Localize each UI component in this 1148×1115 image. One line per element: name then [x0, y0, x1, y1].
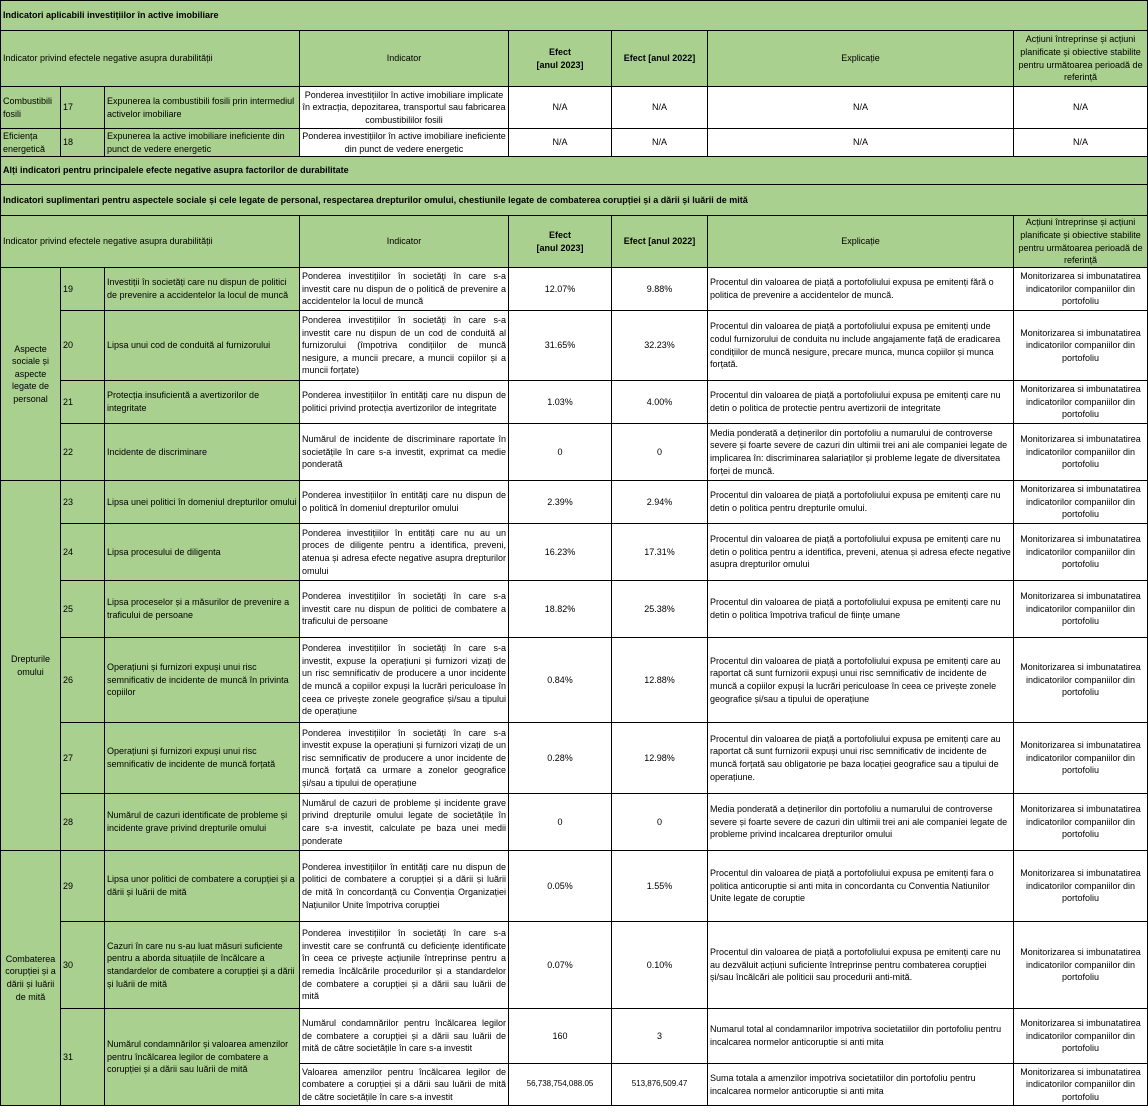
table-row: [1, 1009, 1148, 1064]
row-name: Protecția insuficientă a avertizorilor de integritate: [105, 381, 300, 424]
row-effect-2023: N/A: [509, 129, 612, 157]
row-effect-2023: 18.82%: [509, 581, 612, 638]
row-indicator: Ponderea investițiilor în societăți în care s-a investit care nu dispun de o politică de prevenire a accidentelor la locul de muncă: [300, 268, 509, 311]
row-number: 25: [61, 581, 105, 638]
row-name: Numărul condamnărilor și valoarea amenzilor pentru încălcarea legilor de combatere a corupției și a dării sau luării de mită: [105, 1009, 300, 1106]
row-explanation: Procentul din valoarea de piață a portofoliului expusa pe emitenți care au raportat că sunt furnizorii expuși unui risc semnificativ de incidente de muncă forțată sau obligatorie pe baza locației geografice sau a tipului de operațiune.: [708, 723, 1014, 794]
section-title: Alți indicatori pentru principalele efecte negative asupra factorilor de durabilitate: [1, 157, 1148, 185]
row-actions: Monitorizarea si imbunatatirea indicatorilor companiilor din portofoliu: [1014, 268, 1148, 311]
group-category: Combaterea corupției și a dării și luării de mită: [1, 851, 61, 1106]
row-effect-2023: 0: [509, 794, 612, 851]
row-number: 23: [61, 481, 105, 524]
row-name: Lipsa unor politici de combatere a corupției și a dării și luării de mită: [105, 851, 300, 922]
table-row: [1, 129, 1148, 157]
row-number: 21: [61, 381, 105, 424]
row-effect-2022: 3: [612, 1009, 708, 1064]
table-row: [1, 581, 1148, 638]
row-number: 27: [61, 723, 105, 794]
row-effect-2023: 160: [509, 1009, 612, 1064]
row-actions: Monitorizarea si imbunatatirea indicatorilor companiilor din portofoliu: [1014, 922, 1148, 1009]
row-effect-2022: N/A: [612, 87, 708, 129]
row-indicator: Numărul condamnărilor pentru încălcarea legilor de combatere a corupției și a dării sau luării de mită de către societățile în care s-a investit: [300, 1009, 509, 1064]
row-effect-2023: 31.65%: [509, 311, 612, 381]
row-number: 20: [61, 311, 105, 381]
section-title: Indicatori aplicabili investițiilor în active imobiliare: [1, 1, 1148, 31]
row-effect-2023: N/A: [509, 87, 612, 129]
row-effect-2022: 12.98%: [612, 723, 708, 794]
row-effect-2023: 12.07%: [509, 268, 612, 311]
table-row: [1, 524, 1148, 581]
header-indicator: Indicator: [300, 216, 509, 268]
row-actions: Monitorizarea si imbunatatirea indicatorilor companiilor din portofoliu: [1014, 581, 1148, 638]
row-effect-2022: 0: [612, 794, 708, 851]
row-actions: Monitorizarea si imbunatatirea indicatorilor companiilor din portofoliu: [1014, 1009, 1148, 1064]
row-effect-2023: 0.84%: [509, 638, 612, 723]
row-indicator: Valoarea amenzilor pentru încălcarea legilor de combatere a corupției și a dării sau luării de mită de către societățile în care s-a investit: [300, 1064, 509, 1106]
row-indicator: Ponderea investițiilor în entități care nu dispun de politici de combatere a corupției și a dării și luării de mită în concordanță cu Convenția Organizației Națiunilor Unite împotriva corupției: [300, 851, 509, 922]
row-effect-2022: 513,876,509.47: [612, 1064, 708, 1106]
row-actions: Monitorizarea si imbunatatirea indicatorilor companiilor din portofoliu: [1014, 524, 1148, 581]
row-effect-2022: 2.94%: [612, 481, 708, 524]
table-row: [1, 922, 1148, 1009]
row-explanation: Numarul total al condamnarilor impotriva societatiilor din portofoliu pentru incalcarea normelor anticoruptie si anti mita: [708, 1009, 1014, 1064]
row-category: Combustibili fosili: [1, 87, 61, 129]
row-name: Lipsa proceselor și a măsurilor de prevenire a traficului de persoane: [105, 581, 300, 638]
row-indicator: Ponderea investițiilor în societăți în care s-a investit care se confruntă cu deficiențe identificate în ceea ce privește acțiunile întreprinse pentru a remedia încălcările procedurilor și a standardelor de combatere a corupției și a dării sau luării de mită: [300, 922, 509, 1009]
row-name: Investiții în societăți care nu dispun de politici de prevenire a accidentelor la locul de muncă: [105, 268, 300, 311]
row-actions: Monitorizarea si imbunatatirea indicatorilor companiilor din portofoliu: [1014, 311, 1148, 381]
row-name: Cazuri în care nu s-au luat măsuri suficiente pentru a aborda situațiile de încălcare a standardelor de combatere a corupției și a dării și luării de mită: [105, 922, 300, 1009]
row-explanation: Media ponderată a deținerilor din portofoliu a numarului de controverse severe și foarte severe de cazuri din ultimii trei ani ale companiei legate de implicarea în: discriminarea salariaților și probleme legate de diversitatea forței de muncă.: [708, 424, 1014, 481]
row-indicator: Ponderea investițiilor în entități care nu dispun de o politică în domeniul drepturilor omului: [300, 481, 509, 524]
row-indicator: Ponderea investițiilor în active imobiliare implicate în extracția, depozitarea, transportul sau fabricarea combustibililor fosili: [300, 87, 509, 129]
row-explanation: Procentul din valoarea de piață a portofoliului expusa pe emitenți care nu detin o politica împotriva traficul de ființe umane: [708, 581, 1014, 638]
table-row: [1, 723, 1148, 794]
row-indicator: Ponderea investițiilor în entități care nu dispun de politici privind protecția avertizorilor de integritate: [300, 381, 509, 424]
row-number: 19: [61, 268, 105, 311]
row-actions: N/A: [1014, 87, 1148, 129]
row-explanation: Procentul din valoarea de piață a portofoliului expusa pe emitenți care nu detin o politica pentru a identifica, preveni, atenua și adresa efecte negative asupra drepturilor omului: [708, 524, 1014, 581]
row-name: Operațiuni și furnizori expuși unui risc semnificativ de incidente de muncă în privinta copiilor: [105, 638, 300, 723]
group-category: Aspecte sociale și aspecte legate de personal: [1, 268, 61, 481]
row-actions: Monitorizarea si imbunatatirea indicatorilor companiilor din portofoliu: [1014, 794, 1148, 851]
header-effect-2023: Efect [anul 2023]: [509, 31, 612, 87]
table-row: [1, 87, 1148, 129]
row-indicator: Ponderea investițiilor în societăți în care s-a investit care nu dispun de un cod de conduită al furnizorului (împotriva condițiilor de muncă nesigure, a muncii precare, a muncii copiilor și a muncii forțate): [300, 311, 509, 381]
header-adverse-indicator: Indicator privind efectele negative asupra durabilității: [1, 31, 300, 87]
table-row: [1, 381, 1148, 424]
row-actions: Monitorizarea si imbunatatirea indicatorilor companiilor din portofoliu: [1014, 481, 1148, 524]
row-explanation: N/A: [708, 129, 1014, 157]
row-explanation: N/A: [708, 87, 1014, 129]
table-row: [1, 481, 1148, 524]
row-indicator: Ponderea investițiilor în entități care nu au un proces de diligente pentru a identifica, preveni, atenua și adresa efecte negative asupra drepturilor omului: [300, 524, 509, 581]
row-explanation: Procentul din valoarea de piață a portofoliului expusa pe emitenți fara o politica anticoruptie si anti mita in concordanta cu Conventia Natiunilor Unite legate de coruptie: [708, 851, 1014, 922]
row-effect-2022: 17.31%: [612, 524, 708, 581]
table-row: [1, 851, 1148, 922]
table-row: [1, 268, 1148, 311]
row-effect-2022: 1.55%: [612, 851, 708, 922]
header-row: [1, 216, 1148, 268]
row-number: 30: [61, 922, 105, 1009]
section-subtitle-row: [1, 185, 1148, 216]
row-explanation: Procentul din valoarea de piață a portofoliului expusa pe emitenți care nu detin o politica pentru drepturile omului.: [708, 481, 1014, 524]
row-number: 31: [61, 1009, 105, 1106]
header-effect-2023: Efect [anul 2023]: [509, 216, 612, 268]
row-effect-2022: 25.38%: [612, 581, 708, 638]
row-indicator: Numărul de incidente de discriminare raportate în societățile în care s-a investit, exprimat ca medie ponderată: [300, 424, 509, 481]
row-indicator: Ponderea investițiilor în societăți în care s-a investit care nu dispun de politici de combatere a traficului de persoane: [300, 581, 509, 638]
row-name: Lipsa unei politici în domeniul drepturilor omului: [105, 481, 300, 524]
row-name: Operațiuni și furnizori expuși unui risc semnificativ de incidente de muncă forțată: [105, 723, 300, 794]
section-title-row: [1, 157, 1148, 185]
row-explanation: Procentul din valoarea de piață a portofoliului expusa pe emitenți fără o politica de prevenire a accidentelor de muncă.: [708, 268, 1014, 311]
header-explanation: Explicație: [708, 216, 1014, 268]
row-actions: Monitorizarea si imbunatatirea indicatorilor companiilor din portofoliu: [1014, 851, 1148, 922]
row-name: Lipsa unui cod de conduită al furnizorului: [105, 311, 300, 381]
row-actions: Monitorizarea si imbunatatirea indicatorilor companiilor din portofoliu: [1014, 723, 1148, 794]
row-effect-2023: 1.03%: [509, 381, 612, 424]
row-effect-2023: 2.39%: [509, 481, 612, 524]
section-subtitle: Indicatori suplimentari pentru aspectele sociale și cele legate de personal, respectarea drepturilor omului, chestiunile legate de combaterea corupției și a dării și luării de mită: [1, 185, 1148, 216]
header-actions: Acțiuni întreprinse și acțiuni planificate și obiective stabilite pentru următoarea perioadă de referință: [1014, 31, 1148, 87]
row-explanation: Procentul din valoarea de piață a portofoliului expusa pe emitenți unde codul furnizorului de conduita nu include angajamente față de eradicarea condițiilor de muncă nesigure, precare munca, munca copiilor și munca forțată.: [708, 311, 1014, 381]
row-name: Expunerea la active imobiliare ineficiente din punct de vedere energetic: [105, 129, 300, 157]
row-indicator: Ponderea investițiilor în active imobiliare ineficiente din punct de vedere energetic: [300, 129, 509, 157]
row-name: Expunerea la combustibili fosili prin intermediul activelor imobiliare: [105, 87, 300, 129]
row-actions: Monitorizarea si imbunatatirea indicatorilor companiilor din portofoliu: [1014, 381, 1148, 424]
row-effect-2022: 0: [612, 424, 708, 481]
table-row: [1, 424, 1148, 481]
row-name: Lipsa procesului de diligenta: [105, 524, 300, 581]
row-effect-2023: 56,738,754,088.05: [509, 1064, 612, 1106]
row-actions: N/A: [1014, 129, 1148, 157]
header-effect-2022: Efect [anul 2022]: [612, 216, 708, 268]
row-effect-2023: 0.07%: [509, 922, 612, 1009]
header-effect-2022: Efect [anul 2022]: [612, 31, 708, 87]
row-effect-2023: 0: [509, 424, 612, 481]
row-number: 18: [61, 129, 105, 157]
row-effect-2022: 9.88%: [612, 268, 708, 311]
group-category: Drepturile omului: [1, 481, 61, 851]
row-effect-2023: 0.28%: [509, 723, 612, 794]
row-actions: Monitorizarea si imbunatatirea indicatorilor companiilor din portofoliu: [1014, 638, 1148, 723]
header-row: [1, 31, 1148, 87]
row-number: 26: [61, 638, 105, 723]
row-indicator: Ponderea investițiilor în societăți în care s-a investit, expuse la operațiuni și furnizori vizați de un risc semnificativ de producere a unor incidente de muncă a copiilor expuși la lucrări periculoase în ceea ce privește zonele geografice și/sau a tipului de operațiune: [300, 638, 509, 723]
header-actions: Acțiuni întreprinse și acțiuni planificate și obiective stabilite pentru următoarea perioadă de referință: [1014, 216, 1148, 268]
section-title-row: [1, 1, 1148, 31]
row-explanation: Procentul din valoarea de piață a portofoliului expusa pe emitenți care nu detin o politica de protectie pentru avertizorii de integritate: [708, 381, 1014, 424]
row-actions: Monitorizarea si imbunatatirea indicatorilor companiilor din portofoliu: [1014, 424, 1148, 481]
row-effect-2022: 0.10%: [612, 922, 708, 1009]
row-actions: Monitorizarea si imbunatatirea indicatorilor companiilor din portofoliu: [1014, 1064, 1148, 1106]
header-indicator: Indicator: [300, 31, 509, 87]
row-indicator: Numărul de cazuri de probleme și incidente grave privind drepturile omului legate de societățile în care s-a investit, calculate pe baza unei medii ponderate: [300, 794, 509, 851]
row-number: 28: [61, 794, 105, 851]
header-explanation: Explicație: [708, 31, 1014, 87]
row-effect-2022: 12.88%: [612, 638, 708, 723]
row-effect-2023: 0.05%: [509, 851, 612, 922]
table-row: [1, 794, 1148, 851]
table-row: [1, 311, 1148, 381]
row-number: 17: [61, 87, 105, 129]
row-name: Incidente de discriminare: [105, 424, 300, 481]
row-number: 22: [61, 424, 105, 481]
row-name: Numărul de cazuri identificate de probleme și incidente grave privind drepturile omului: [105, 794, 300, 851]
row-indicator: Ponderea investițiilor în societăți în care s-a investit expuse la operațiuni și furnizori vizați de un risc semnificativ de producere a unor incidente de muncă forțată ca urmare a zonelor geografice și/sau a tipului de operațiune: [300, 723, 509, 794]
row-explanation: Procentul din valoarea de piață a portofoliului expusa pe emitenți care nu au dezvăluit acțiuni suficiente întreprinse pentru combaterea corupției și/sau încălcări ale politicii sau procedurii anti-mită.: [708, 922, 1014, 1009]
row-explanation: Procentul din valoarea de piață a portofoliului expusa pe emitenți care au raportat că sunt furnizorii expuși unui risc semnificativ de incidente de muncă a copiilor expuși la lucrări periculoase în ceea ce privește zonele geografice și/sau a tipului de operațiune: [708, 638, 1014, 723]
row-number: 29: [61, 851, 105, 922]
row-category: Eficiența energetică: [1, 129, 61, 157]
row-explanation: Media ponderată a deținerilor din portofoliu a numarului de controverse severe și foarte severe de cazuri din ultimii trei ani ale companiei legate de probleme privind incalcarea drepturilor omului: [708, 794, 1014, 851]
row-number: 24: [61, 524, 105, 581]
row-effect-2022: 4.00%: [612, 381, 708, 424]
row-effect-2022: N/A: [612, 129, 708, 157]
table-row: [1, 638, 1148, 723]
row-effect-2022: 32.23%: [612, 311, 708, 381]
row-effect-2023: 16.23%: [509, 524, 612, 581]
row-explanation: Suma totala a amenzilor impotriva societatiilor din portofoliu pentru incalcarea normelor anticoruptie si anti mita: [708, 1064, 1014, 1106]
header-adverse-indicator: Indicator privind efectele negative asupra durabilității: [1, 216, 300, 268]
